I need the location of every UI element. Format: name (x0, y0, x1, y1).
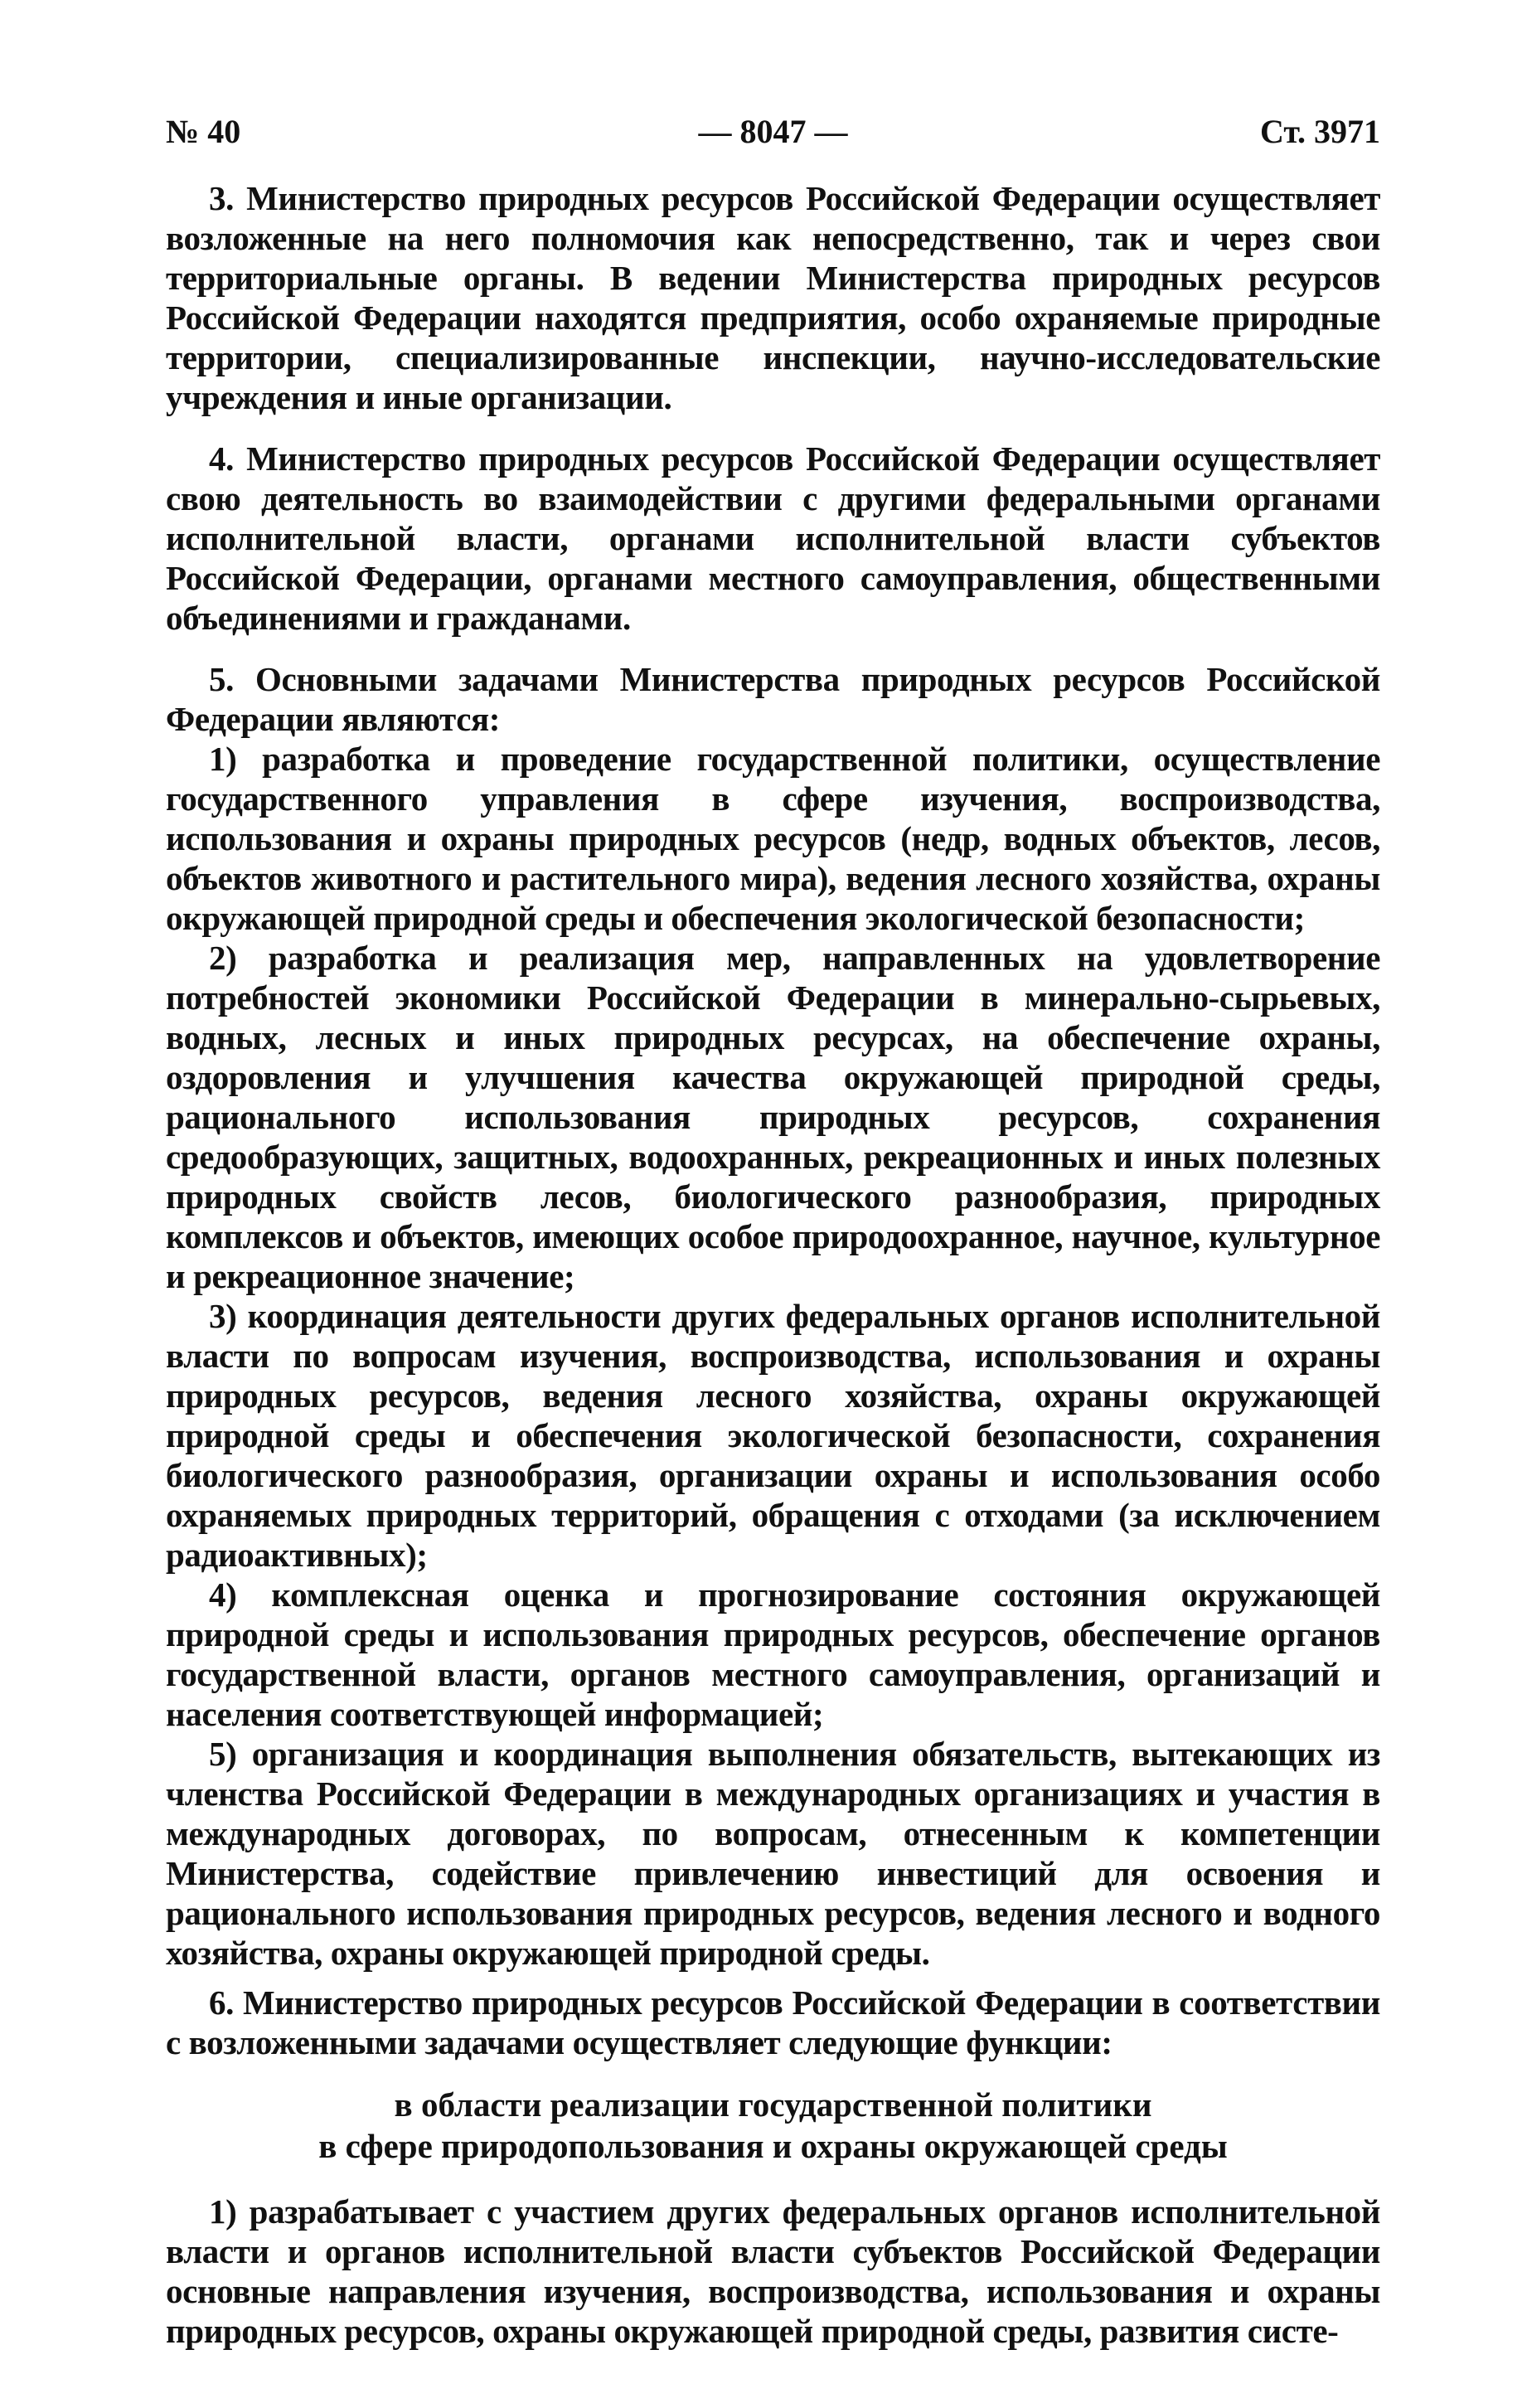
article-number: Ст. 3971 (1260, 113, 1380, 150)
paragraph-5: 5. Основными задачами Министерства природных ресурсов Российской Федерации являются: (166, 660, 1380, 738)
issue-number: № 40 (166, 113, 241, 150)
section-heading-line-1: в области реализации государственной политики (394, 2085, 1152, 2124)
section-heading (166, 2084, 1380, 2167)
paragraph-5-item-2: 2) разработка и реализация мер, направленных на удовлетворение потребностей экономики Российской Федерации в минерально-сырьевых, водных, лесных и иных природных ресурсах, на обеспечение охраны, оздоровления и улучшения качества окружающей природной среды, рационального использования природных ресурсов, сохранения средообразующих, защитных, водоохранных, рекреационных и иных полезных природных свойств лесов, биологического разнообразия, природных комплексов и объектов, имеющих особое природоохранное, научное, культурное и рекреационное значение; (166, 939, 1380, 1295)
document-page (166, 112, 1380, 2362)
paragraph-4: 4. Министерство природных ресурсов Российской Федерации осуществляет свою деятельность во взаимодействии с другими федеральными органами исполнительной власти, органами исполнительной власти субъектов Российской Федерации, органами местного самоуправления, общественными объединениями и гражданами. (166, 439, 1380, 637)
section-heading-line-2: в сфере природопользования и охраны окружающей среды (318, 2127, 1228, 2165)
document-body (166, 178, 1380, 2351)
paragraph-3: 3. Министерство природных ресурсов Российской Федерации осуществляет возложенные на него полномочия как непосредственно, так и через свои территориальные органы. В ведении Министерства природных ресурсов Российской Федерации находятся предприятия, особо охраняемые природные территории, специализированные инспекции, научно-исследовательские учреждения и иные организации. (166, 179, 1380, 416)
paragraph-5-item-5: 5) организация и координация выполнения обязательств, вытекающих из членства Российской Федерации в международных организациях и участия в международных договорах, по вопросам, отнесенным к компетенции Министерства, содействие привлечению инвестиций для освоения и рационального использования природных ресурсов, ведения лесного и водного хозяйства, охраны окружающей природной среды. (166, 1735, 1380, 1972)
paragraph-5-item-3: 3) координация деятельности других федеральных органов исполнительной власти по вопросам изучения, воспроизводства, использования и охраны природных ресурсов, ведения лесного хозяйства, охраны окружающей природной среды и обеспечения экологической безопасности, сохранения биологического разнообразия, организации охраны и использования особо охраняемых природных территорий, обращения с отходами (за исключением радиоактивных); (166, 1297, 1380, 1574)
paragraph-5-item-4: 4) комплексная оценка и прогнозирование состояния окружающей природной среды и использования природных ресурсов, обеспечение органов государственной власти, органов местного самоуправления, организаций и населения соответствующей информацией; (166, 1575, 1380, 1733)
paragraph-6: 6. Министерство природных ресурсов Российской Федерации в соответствии с возложенными задачами осуществляет следующие функции: (166, 1983, 1380, 2061)
page-header (166, 112, 1380, 162)
paragraph-5-item-1: 1) разработка и проведение государственной политики, осуществление государственного управления в сфере изучения, воспроизводства, использования и охраны природных ресурсов (недр, водных объектов, лесов, объектов животного и растительного мира), ведения лесного хозяйства, охраны окружающей природной среды и обеспечения экологической безопасности; (166, 740, 1380, 937)
page-number: — 8047 — (698, 113, 848, 150)
paragraph-6-item-1: 1) разрабатывает с участием других федеральных органов исполнительной власти и органов исполнительной власти субъектов Российской Федерации основные направления изучения, воспроизводства, использования и охраны природных ресурсов, охраны окружающей природной среды, развития систе- (166, 2192, 1380, 2350)
